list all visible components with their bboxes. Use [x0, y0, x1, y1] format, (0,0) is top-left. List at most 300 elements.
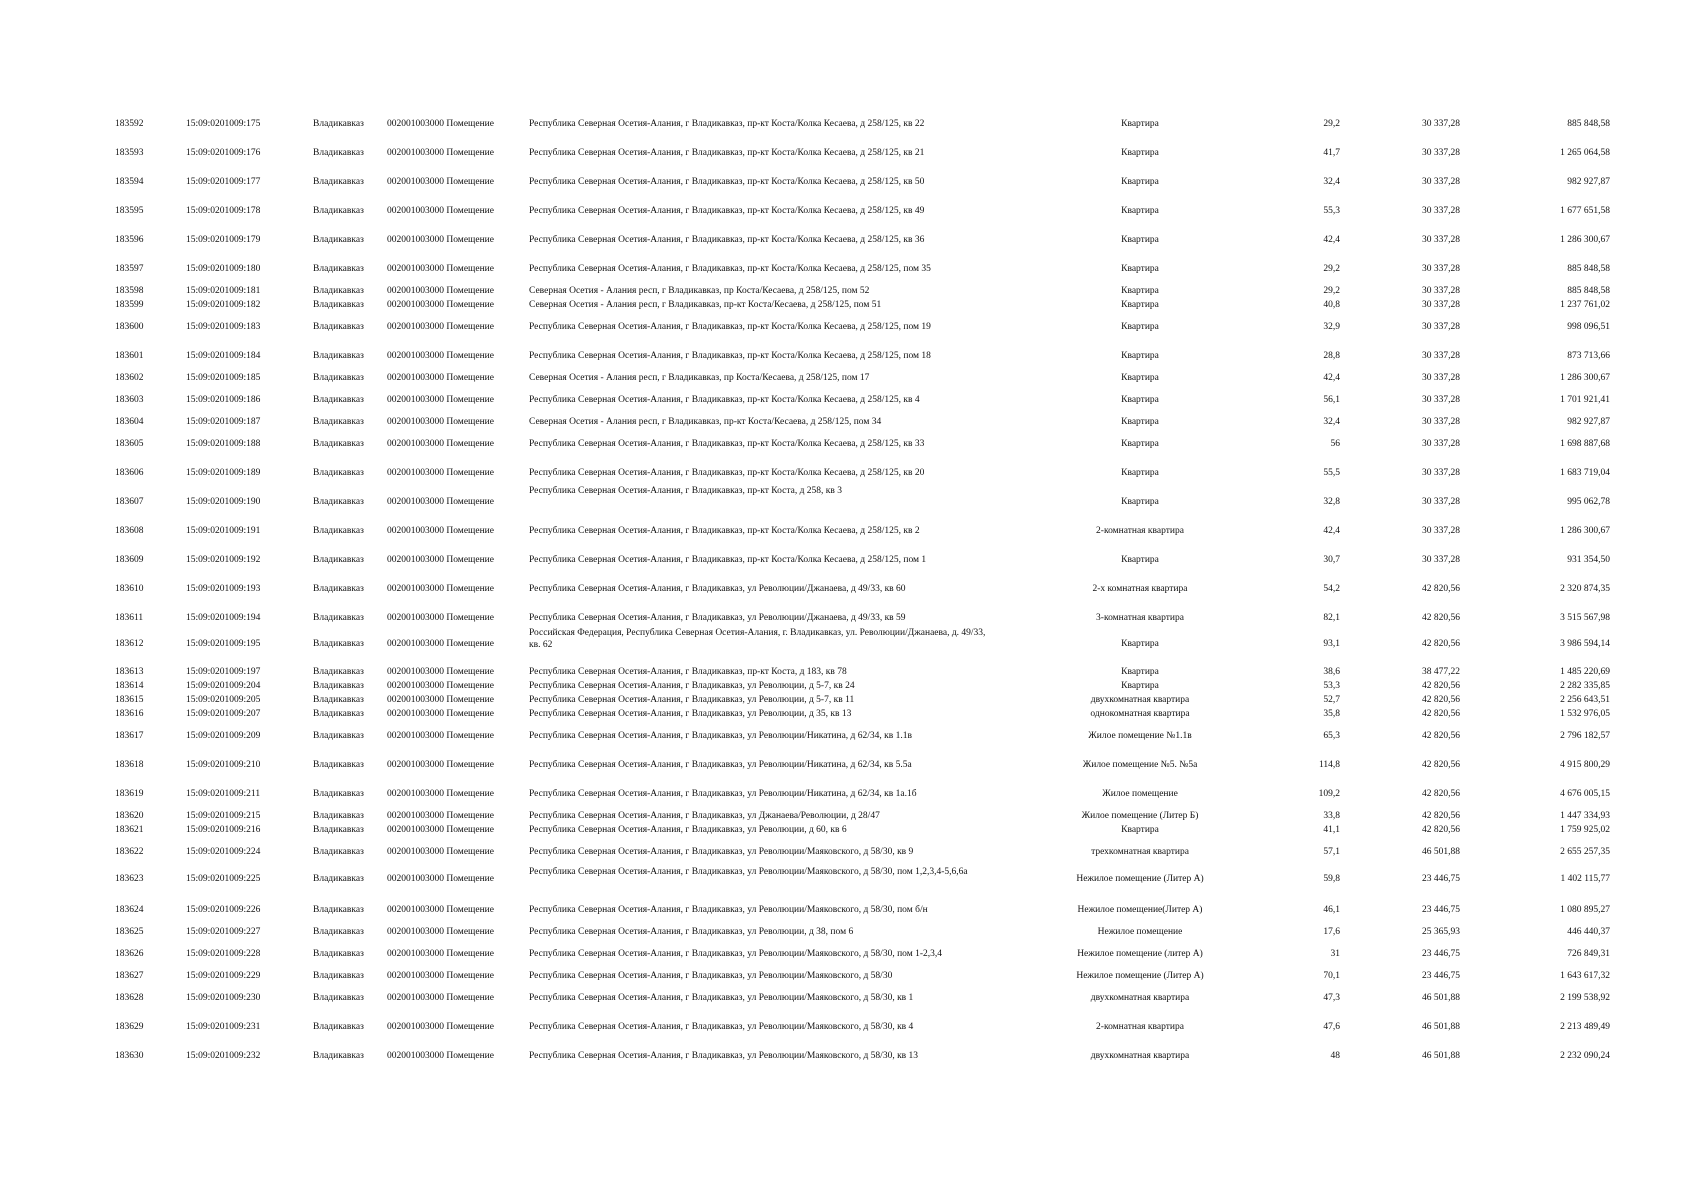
- unit-value-cell: 25 365,93: [1422, 927, 1460, 937]
- city-cell: Владикавказ: [313, 639, 364, 649]
- address-cell: Республика Северная Осетия-Алания, г Владикавказ, ул Революции, д 5-7, кв 11: [529, 695, 855, 705]
- city-cell: Владикавказ: [313, 1022, 364, 1032]
- object-type-cell: 002001003000 Помещение: [387, 905, 494, 915]
- object-name-cell: двухкомнатная квартира: [1090, 695, 1190, 705]
- address-cell: Северная Осетия - Алания респ, г Владикавказ, пр Коста/Кесаева, д 258/125, пом 52: [529, 286, 870, 296]
- area-cell: 70,1: [1323, 971, 1340, 981]
- cadastral-number-cell: 15:09:0201009:227: [186, 927, 261, 937]
- unit-value-cell: 23 446,75: [1422, 949, 1460, 959]
- cadastral-value-cell: 998 096,51: [1567, 322, 1610, 332]
- city-cell: Владикавказ: [313, 264, 364, 274]
- object-name-cell: Квартира: [1121, 177, 1159, 187]
- unit-value-cell: 30 337,28: [1422, 322, 1460, 332]
- cadastral-number-cell: 15:09:0201009:194: [186, 613, 261, 623]
- object-type-cell: 002001003000 Помещение: [387, 949, 494, 959]
- object-type-cell: 002001003000 Помещение: [387, 695, 494, 705]
- cadastral-value-cell: 1 447 334,93: [1560, 811, 1610, 821]
- unit-value-cell: 30 337,28: [1422, 468, 1460, 478]
- area-cell: 32,4: [1323, 177, 1340, 187]
- object-type-cell: 002001003000 Помещение: [387, 468, 494, 478]
- cadastral-value-cell: 873 713,66: [1567, 351, 1610, 361]
- area-cell: 42,4: [1323, 235, 1340, 245]
- cadastral-number-cell: 15:09:0201009:230: [186, 993, 261, 1003]
- cadastral-number-cell: 15:09:0201009:232: [186, 1051, 261, 1061]
- row-id-cell: 183621: [115, 825, 144, 835]
- address-cell: Республика Северная Осетия-Алания, г Владикавказ, пр-кт Коста/Колка Кесаева, д 258/125, кв 33: [529, 439, 925, 449]
- object-type-cell: 002001003000 Помещение: [387, 825, 494, 835]
- cadastral-number-cell: 15:09:0201009:186: [186, 395, 261, 405]
- object-name-cell: двухкомнатная квартира: [1090, 1051, 1190, 1061]
- cadastral-number-cell: 15:09:0201009:211: [186, 789, 261, 799]
- city-cell: Владикавказ: [313, 825, 364, 835]
- object-type-cell: 002001003000 Помещение: [387, 322, 494, 332]
- object-type-cell: 002001003000 Помещение: [387, 847, 494, 857]
- cadastral-value-cell: 1 683 719,04: [1560, 468, 1610, 478]
- city-cell: Владикавказ: [313, 667, 364, 677]
- cadastral-number-cell: 15:09:0201009:195: [186, 639, 261, 649]
- cadastral-value-cell: 1 698 887,68: [1560, 439, 1610, 449]
- object-name-cell: Жилое помещение: [1102, 789, 1178, 799]
- area-cell: 47,3: [1323, 993, 1340, 1003]
- row-id-cell: 183599: [115, 300, 144, 310]
- cadastral-value-cell: 1 677 651,58: [1560, 206, 1610, 216]
- address-cell: Северная Осетия - Алания респ, г Владикавказ, пр-кт Коста/Кесаева, д 258/125, пом 51: [529, 300, 882, 310]
- object-name-cell: Квартира: [1121, 497, 1159, 507]
- area-cell: 93,1: [1323, 639, 1340, 649]
- city-cell: Владикавказ: [313, 395, 364, 405]
- unit-value-cell: 42 820,56: [1422, 584, 1460, 594]
- unit-value-cell: 42 820,56: [1422, 695, 1460, 705]
- city-cell: Владикавказ: [313, 847, 364, 857]
- row-id-cell: 183629: [115, 1022, 144, 1032]
- object-name-cell: 2-х комнатная квартира: [1092, 584, 1188, 594]
- address-cell: Республика Северная Осетия-Алания, г Владикавказ, пр-кт Коста/Колка Кесаева, д 258/125, кв 21: [529, 148, 925, 158]
- unit-value-cell: 46 501,88: [1422, 1051, 1460, 1061]
- unit-value-cell: 30 337,28: [1422, 373, 1460, 383]
- object-type-cell: 002001003000 Помещение: [387, 206, 494, 216]
- object-type-cell: 002001003000 Помещение: [387, 395, 494, 405]
- address-cell: Северная Осетия - Алания респ, г Владикавказ, пр-кт Коста/Кесаева, д 258/125, пом 34: [529, 417, 882, 427]
- cadastral-value-cell: 1 402 115,77: [1560, 874, 1610, 884]
- row-id-cell: 183618: [115, 760, 144, 770]
- address-cell: Республика Северная Осетия-Алания, г Владикавказ, ул Революции/Маяковского, д 58/30: [529, 971, 893, 981]
- object-type-cell: 002001003000 Помещение: [387, 351, 494, 361]
- city-cell: Владикавказ: [313, 322, 364, 332]
- row-id-cell: 183600: [115, 322, 144, 332]
- row-id-cell: 183628: [115, 993, 144, 1003]
- cadastral-value-cell: 3 515 567,98: [1560, 613, 1610, 623]
- city-cell: Владикавказ: [313, 874, 364, 884]
- cadastral-number-cell: 15:09:0201009:176: [186, 148, 261, 158]
- area-cell: 109,2: [1318, 789, 1340, 799]
- row-id-cell: 183630: [115, 1051, 144, 1061]
- object-type-cell: 002001003000 Помещение: [387, 148, 494, 158]
- object-type-cell: 002001003000 Помещение: [387, 1022, 494, 1032]
- city-cell: Владикавказ: [313, 148, 364, 158]
- object-type-cell: 002001003000 Помещение: [387, 874, 494, 884]
- address-cell: Республика Северная Осетия-Алания, г Владикавказ, пр-кт Коста/Колка Кесаева, д 258/125, кв 49: [529, 206, 925, 216]
- object-name-cell: Нежилое помещение: [1097, 927, 1183, 937]
- object-type-cell: 002001003000 Помещение: [387, 584, 494, 594]
- area-cell: 32,4: [1323, 417, 1340, 427]
- row-id-cell: 183627: [115, 971, 144, 981]
- cadastral-value-cell: 1 237 761,02: [1560, 300, 1610, 310]
- unit-value-cell: 30 337,28: [1422, 235, 1460, 245]
- area-cell: 28,8: [1323, 351, 1340, 361]
- row-id-cell: 183607: [115, 497, 144, 507]
- row-id-cell: 183608: [115, 526, 144, 536]
- cadastral-number-cell: 15:09:0201009:216: [186, 825, 261, 835]
- area-cell: 17,6: [1323, 927, 1340, 937]
- object-name-cell: Нежилое помещение (Литер А): [1076, 874, 1204, 884]
- cadastral-number-cell: 15:09:0201009:182: [186, 300, 261, 310]
- cadastral-value-cell: 982 927,87: [1567, 177, 1610, 187]
- cadastral-value-cell: 885 848,58: [1567, 119, 1610, 129]
- cadastral-value-cell: 2 256 643,51: [1560, 695, 1610, 705]
- cadastral-value-cell: 2 199 538,92: [1560, 993, 1610, 1003]
- area-cell: 38,6: [1323, 667, 1340, 677]
- cadastral-number-cell: 15:09:0201009:229: [186, 971, 261, 981]
- city-cell: Владикавказ: [313, 526, 364, 536]
- cadastral-value-cell: 1 532 976,05: [1560, 709, 1610, 719]
- city-cell: Владикавказ: [313, 468, 364, 478]
- cadastral-number-cell: 15:09:0201009:205: [186, 695, 261, 705]
- cadastral-value-cell: 1 265 064,58: [1560, 148, 1610, 158]
- row-id-cell: 183624: [115, 905, 144, 915]
- cadastral-value-cell: 726 849,31: [1567, 949, 1610, 959]
- area-cell: 55,3: [1323, 206, 1340, 216]
- cadastral-number-cell: 15:09:0201009:178: [186, 206, 261, 216]
- object-name-cell: Квартира: [1121, 264, 1159, 274]
- cadastral-value-cell: 2 232 090,24: [1560, 1051, 1610, 1061]
- unit-value-cell: 23 446,75: [1422, 905, 1460, 915]
- object-name-cell: Квартира: [1121, 555, 1159, 565]
- address-cell: Республика Северная Осетия-Алания, г Владикавказ, пр-кт Коста/Колка Кесаева, д 258/125, кв 22: [529, 119, 925, 129]
- row-id-cell: 183617: [115, 731, 144, 741]
- row-id-cell: 183603: [115, 395, 144, 405]
- area-cell: 56,1: [1323, 395, 1340, 405]
- area-cell: 35,8: [1323, 709, 1340, 719]
- unit-value-cell: 42 820,56: [1422, 681, 1460, 691]
- address-cell: Республика Северная Осетия-Алания, г Владикавказ, пр-кт Коста/Колка Кесаева, д 258/125, кв 50: [529, 177, 925, 187]
- unit-value-cell: 30 337,28: [1422, 300, 1460, 310]
- row-id-cell: 183598: [115, 286, 144, 296]
- city-cell: Владикавказ: [313, 119, 364, 129]
- object-name-cell: Нежилое помещение(Литер А): [1077, 905, 1203, 915]
- address-cell: Республика Северная Осетия-Алания, г Владикавказ, пр-кт Коста/Колка Кесаева, д 258/125, пом 19: [529, 322, 931, 332]
- unit-value-cell: 23 446,75: [1422, 971, 1460, 981]
- unit-value-cell: 30 337,28: [1422, 526, 1460, 536]
- object-name-cell: двухкомнатная квартира: [1090, 993, 1190, 1003]
- address-cell: Республика Северная Осетия-Алания, г Владикавказ, ул Джанаева/Революции, д 28/47: [529, 811, 880, 821]
- city-cell: Владикавказ: [313, 1051, 364, 1061]
- row-id-cell: 183619: [115, 789, 144, 799]
- city-cell: Владикавказ: [313, 613, 364, 623]
- cadastral-value-cell: 2 655 257,35: [1560, 847, 1610, 857]
- cadastral-value-cell: 1 286 300,67: [1560, 526, 1610, 536]
- area-cell: 65,3: [1323, 731, 1340, 741]
- area-cell: 46,1: [1323, 905, 1340, 915]
- address-cell: Республика Северная Осетия-Алания, г Владикавказ, ул Революции, д 60, кв 6: [529, 825, 847, 835]
- area-cell: 33,8: [1323, 811, 1340, 821]
- row-id-cell: 183606: [115, 468, 144, 478]
- object-name-cell: Квартира: [1121, 206, 1159, 216]
- cadastral-value-cell: 3 986 594,14: [1560, 639, 1610, 649]
- row-id-cell: 183611: [115, 613, 144, 623]
- row-id-cell: 183626: [115, 949, 144, 959]
- city-cell: Владикавказ: [313, 709, 364, 719]
- city-cell: Владикавказ: [313, 286, 364, 296]
- address-cell: Республика Северная Осетия-Алания, г Владикавказ, пр-кт Коста/Колка Кесаева, д 258/125, кв 36: [529, 235, 925, 245]
- address-cell: Республика Северная Осетия-Алания, г Владикавказ, ул Революции/Маяковского, д 58/30, пом 1-2,3,4: [529, 949, 943, 959]
- address-cell: Республика Северная Осетия-Алания, г Владикавказ, пр-кт Коста/Колка Кесаева, д 258/125, пом 1: [529, 555, 927, 565]
- cadastral-value-cell: 1 286 300,67: [1560, 373, 1610, 383]
- address-cell: Республика Северная Осетия-Алания, г Владикавказ, пр-кт Коста/Колка Кесаева, д 258/125, пом 18: [529, 351, 931, 361]
- area-cell: 42,4: [1323, 526, 1340, 536]
- city-cell: Владикавказ: [313, 811, 364, 821]
- unit-value-cell: 42 820,56: [1422, 789, 1460, 799]
- row-id-cell: 183616: [115, 709, 144, 719]
- address-cell: Республика Северная Осетия-Алания, г Владикавказ, ул Революции, д 5-7, кв 24: [529, 681, 855, 691]
- unit-value-cell: 46 501,88: [1422, 1022, 1460, 1032]
- object-name-cell: Квартира: [1121, 417, 1159, 427]
- unit-value-cell: 30 337,28: [1422, 417, 1460, 427]
- unit-value-cell: 42 820,56: [1422, 709, 1460, 719]
- cadastral-number-cell: 15:09:0201009:231: [186, 1022, 261, 1032]
- object-type-cell: 002001003000 Помещение: [387, 286, 494, 296]
- row-id-cell: 183605: [115, 439, 144, 449]
- unit-value-cell: 42 820,56: [1422, 731, 1460, 741]
- cadastral-number-cell: 15:09:0201009:179: [186, 235, 261, 245]
- city-cell: Владикавказ: [313, 695, 364, 705]
- row-id-cell: 183613: [115, 667, 144, 677]
- row-id-cell: 183592: [115, 119, 144, 129]
- row-id-cell: 183615: [115, 695, 144, 705]
- address-cell: Республика Северная Осетия-Алания, г Владикавказ, ул Революции/Маяковского, д 58/30, кв 1: [529, 993, 914, 1003]
- object-type-cell: 002001003000 Помещение: [387, 811, 494, 821]
- city-cell: Владикавказ: [313, 177, 364, 187]
- object-name-cell: Квартира: [1121, 681, 1159, 691]
- area-cell: 29,2: [1323, 264, 1340, 274]
- object-name-cell: Жилое помещение (Литер Б): [1081, 811, 1199, 821]
- cadastral-number-cell: 15:09:0201009:197: [186, 667, 261, 677]
- area-cell: 29,2: [1323, 286, 1340, 296]
- object-name-cell: однокомнатная квартира: [1090, 709, 1190, 719]
- area-cell: 41,7: [1323, 148, 1340, 158]
- cadastral-number-cell: 15:09:0201009:224: [186, 847, 261, 857]
- city-cell: Владикавказ: [313, 417, 364, 427]
- row-id-cell: 183623: [115, 874, 144, 884]
- cadastral-value-cell: 995 062,78: [1567, 497, 1610, 507]
- row-id-cell: 183601: [115, 351, 144, 361]
- city-cell: Владикавказ: [313, 555, 364, 565]
- object-name-cell: Квартира: [1121, 395, 1159, 405]
- unit-value-cell: 46 501,88: [1422, 993, 1460, 1003]
- address-cell: Республика Северная Осетия-Алания, г Владикавказ, пр-кт Коста/Колка Кесаева, д 258/125, кв 2: [529, 526, 920, 536]
- cadastral-number-cell: 15:09:0201009:185: [186, 373, 261, 383]
- cadastral-number-cell: 15:09:0201009:180: [186, 264, 261, 274]
- cadastral-number-cell: 15:09:0201009:193: [186, 584, 261, 594]
- city-cell: Владикавказ: [313, 731, 364, 741]
- object-name-cell: Квартира: [1121, 322, 1159, 332]
- area-cell: 52,7: [1323, 695, 1340, 705]
- object-name-cell: 3-комнатная квартира: [1096, 613, 1184, 623]
- object-name-cell: Квартира: [1121, 351, 1159, 361]
- address-cell: Республика Северная Осетия-Алания, г Владикавказ, ул Революции/Маяковского, д 58/30, кв 13: [529, 1051, 919, 1061]
- cadastral-number-cell: 15:09:0201009:204: [186, 681, 261, 691]
- address-cell: Республика Северная Осетия-Алания, г Владикавказ, ул Революции/Маяковского, д 58/30, кв 9: [529, 847, 914, 857]
- area-cell: 82,1: [1323, 613, 1340, 623]
- object-type-cell: 002001003000 Помещение: [387, 300, 494, 310]
- cadastral-value-cell: 4 676 005,15: [1560, 789, 1610, 799]
- cadastral-value-cell: 982 927,87: [1567, 417, 1610, 427]
- cadastral-value-cell: 2 320 874,35: [1560, 584, 1610, 594]
- unit-value-cell: 30 337,28: [1422, 177, 1460, 187]
- address-cell: Республика Северная Осетия-Алания, г Владикавказ, пр-кт Коста/Колка Кесаева, д 258/125, кв 4: [529, 395, 920, 405]
- cadastral-value-cell: 2 213 489,49: [1560, 1022, 1610, 1032]
- unit-value-cell: 30 337,28: [1422, 264, 1460, 274]
- area-cell: 40,8: [1323, 300, 1340, 310]
- unit-value-cell: 30 337,28: [1422, 439, 1460, 449]
- cadastral-value-cell: 1 701 921,41: [1560, 395, 1610, 405]
- object-type-cell: 002001003000 Помещение: [387, 709, 494, 719]
- object-type-cell: 002001003000 Помещение: [387, 613, 494, 623]
- address-cell: Северная Осетия - Алания респ, г Владикавказ, пр Коста/Кесаева, д 258/125, пом 17: [529, 373, 870, 383]
- area-cell: 56: [1330, 439, 1340, 449]
- cadastral-value-cell: 1 759 925,02: [1560, 825, 1610, 835]
- cadastral-number-cell: 15:09:0201009:225: [186, 874, 261, 884]
- address-cell: Республика Северная Осетия-Алания, г Владикавказ, ул Революции, д 38, пом 6: [529, 927, 854, 937]
- cadastral-value-cell: 446 440,37: [1567, 927, 1610, 937]
- row-id-cell: 183602: [115, 373, 144, 383]
- city-cell: Владикавказ: [313, 993, 364, 1003]
- cadastral-value-cell: 2 282 335,85: [1560, 681, 1610, 691]
- object-type-cell: 002001003000 Помещение: [387, 667, 494, 677]
- object-type-cell: 002001003000 Помещение: [387, 760, 494, 770]
- address-cell: Республика Северная Осетия-Алания, г Владикавказ, ул Революции/Никатина, д 62/34, кв 1а.1б: [529, 789, 917, 799]
- cadastral-number-cell: 15:09:0201009:188: [186, 439, 261, 449]
- row-id-cell: 183610: [115, 584, 144, 594]
- address-cell: Республика Северная Осетия-Алания, г Владикавказ, ул Революции/Маяковского, д 58/30, пом 1,2,3,4-5,6,6а: [529, 867, 968, 877]
- cadastral-value-cell: 4 915 800,29: [1560, 760, 1610, 770]
- city-cell: Владикавказ: [313, 927, 364, 937]
- city-cell: Владикавказ: [313, 497, 364, 507]
- address-cell: Российская Федерация, Республика Северная Осетия-Алания, г. Владикавказ, ул. Революции/Джанаева, д. 49/33, кв. 62: [529, 628, 986, 650]
- object-name-cell: Квартира: [1121, 235, 1159, 245]
- address-cell: Республика Северная Осетия-Алания, г Владикавказ, пр-кт Коста/Колка Кесаева, д 258/125, пом 35: [529, 264, 931, 274]
- city-cell: Владикавказ: [313, 971, 364, 981]
- row-id-cell: 183620: [115, 811, 144, 821]
- cadastral-number-cell: 15:09:0201009:228: [186, 949, 261, 959]
- cadastral-value-cell: 1 080 895,27: [1560, 905, 1610, 915]
- object-name-cell: Квартира: [1121, 825, 1159, 835]
- cadastral-value-cell: 1 286 300,67: [1560, 235, 1610, 245]
- unit-value-cell: 42 820,56: [1422, 811, 1460, 821]
- unit-value-cell: 30 337,28: [1422, 286, 1460, 296]
- object-name-cell: Квартира: [1121, 119, 1159, 129]
- object-type-cell: 002001003000 Помещение: [387, 526, 494, 536]
- cadastral-number-cell: 15:09:0201009:190: [186, 497, 261, 507]
- unit-value-cell: 30 337,28: [1422, 119, 1460, 129]
- address-cell: Республика Северная Осетия-Алания, г Владикавказ, ул Революции/Никатина, д 62/34, кв 1.1в: [529, 731, 912, 741]
- unit-value-cell: 30 337,28: [1422, 206, 1460, 216]
- unit-value-cell: 23 446,75: [1422, 874, 1460, 884]
- area-cell: 59,8: [1323, 874, 1340, 884]
- area-cell: 48: [1330, 1051, 1340, 1061]
- unit-value-cell: 42 820,56: [1422, 639, 1460, 649]
- address-cell: Республика Северная Осетия-Алания, г Владикавказ, ул Революции/Маяковского, д 58/30, кв 4: [529, 1022, 914, 1032]
- area-cell: 41,1: [1323, 825, 1340, 835]
- city-cell: Владикавказ: [313, 235, 364, 245]
- cadastral-number-cell: 15:09:0201009:207: [186, 709, 261, 719]
- object-type-cell: 002001003000 Помещение: [387, 417, 494, 427]
- unit-value-cell: 30 337,28: [1422, 555, 1460, 565]
- address-cell: Республика Северная Осетия-Алания, г Владикавказ, ул Революции/Никатина, д 62/34, кв 5.5а: [529, 760, 912, 770]
- unit-value-cell: 38 477,22: [1422, 667, 1460, 677]
- row-id-cell: 183594: [115, 177, 144, 187]
- area-cell: 55,5: [1323, 468, 1340, 478]
- cadastral-value-cell: 885 848,58: [1567, 286, 1610, 296]
- area-cell: 31: [1330, 949, 1340, 959]
- object-name-cell: Жилое помещение №5. №5а: [1082, 760, 1198, 770]
- address-cell: Республика Северная Осетия-Алания, г Владикавказ, ул Революции/Джанаева, д 49/33, кв 60: [529, 584, 906, 594]
- cadastral-value-cell: 1 485 220,69: [1560, 667, 1610, 677]
- cadastral-value-cell: 885 848,58: [1567, 264, 1610, 274]
- object-type-cell: 002001003000 Помещение: [387, 439, 494, 449]
- area-cell: 114,8: [1318, 760, 1340, 770]
- address-cell: Республика Северная Осетия-Алания, г Владикавказ, пр-кт Коста, д 258, кв 3: [529, 486, 843, 496]
- object-type-cell: 002001003000 Помещение: [387, 639, 494, 649]
- unit-value-cell: 42 820,56: [1422, 825, 1460, 835]
- row-id-cell: 183596: [115, 235, 144, 245]
- object-type-cell: 002001003000 Помещение: [387, 177, 494, 187]
- area-cell: 57,1: [1323, 847, 1340, 857]
- cadastral-number-cell: 15:09:0201009:210: [186, 760, 261, 770]
- object-type-cell: 002001003000 Помещение: [387, 119, 494, 129]
- object-name-cell: 2-комнатная квартира: [1096, 526, 1184, 536]
- object-name-cell: Квартира: [1121, 468, 1159, 478]
- city-cell: Владикавказ: [313, 439, 364, 449]
- area-cell: 53,3: [1323, 681, 1340, 691]
- area-cell: 47,6: [1323, 1022, 1340, 1032]
- object-type-cell: 002001003000 Помещение: [387, 789, 494, 799]
- unit-value-cell: 46 501,88: [1422, 847, 1460, 857]
- area-cell: 32,9: [1323, 322, 1340, 332]
- row-id-cell: 183609: [115, 555, 144, 565]
- area-cell: 32,8: [1323, 497, 1340, 507]
- object-type-cell: 002001003000 Помещение: [387, 373, 494, 383]
- cadastral-number-cell: 15:09:0201009:191: [186, 526, 261, 536]
- object-name-cell: Квартира: [1121, 639, 1159, 649]
- object-name-cell: Квартира: [1121, 286, 1159, 296]
- cadastral-number-cell: 15:09:0201009:177: [186, 177, 261, 187]
- object-name-cell: Квартира: [1121, 667, 1159, 677]
- address-cell: Республика Северная Осетия-Алания, г Владикавказ, пр-кт Коста, д 183, кв 78: [529, 667, 847, 677]
- object-type-cell: 002001003000 Помещение: [387, 1051, 494, 1061]
- row-id-cell: 183625: [115, 927, 144, 937]
- city-cell: Владикавказ: [313, 760, 364, 770]
- object-name-cell: Нежилое помещение (литер А): [1077, 949, 1203, 959]
- object-type-cell: 002001003000 Помещение: [387, 927, 494, 937]
- city-cell: Владикавказ: [313, 905, 364, 915]
- row-id-cell: 183597: [115, 264, 144, 274]
- row-id-cell: 183622: [115, 847, 144, 857]
- unit-value-cell: 42 820,56: [1422, 613, 1460, 623]
- cadastral-number-cell: 15:09:0201009:209: [186, 731, 261, 741]
- unit-value-cell: 42 820,56: [1422, 760, 1460, 770]
- object-type-cell: 002001003000 Помещение: [387, 497, 494, 507]
- object-name-cell: Квартира: [1121, 148, 1159, 158]
